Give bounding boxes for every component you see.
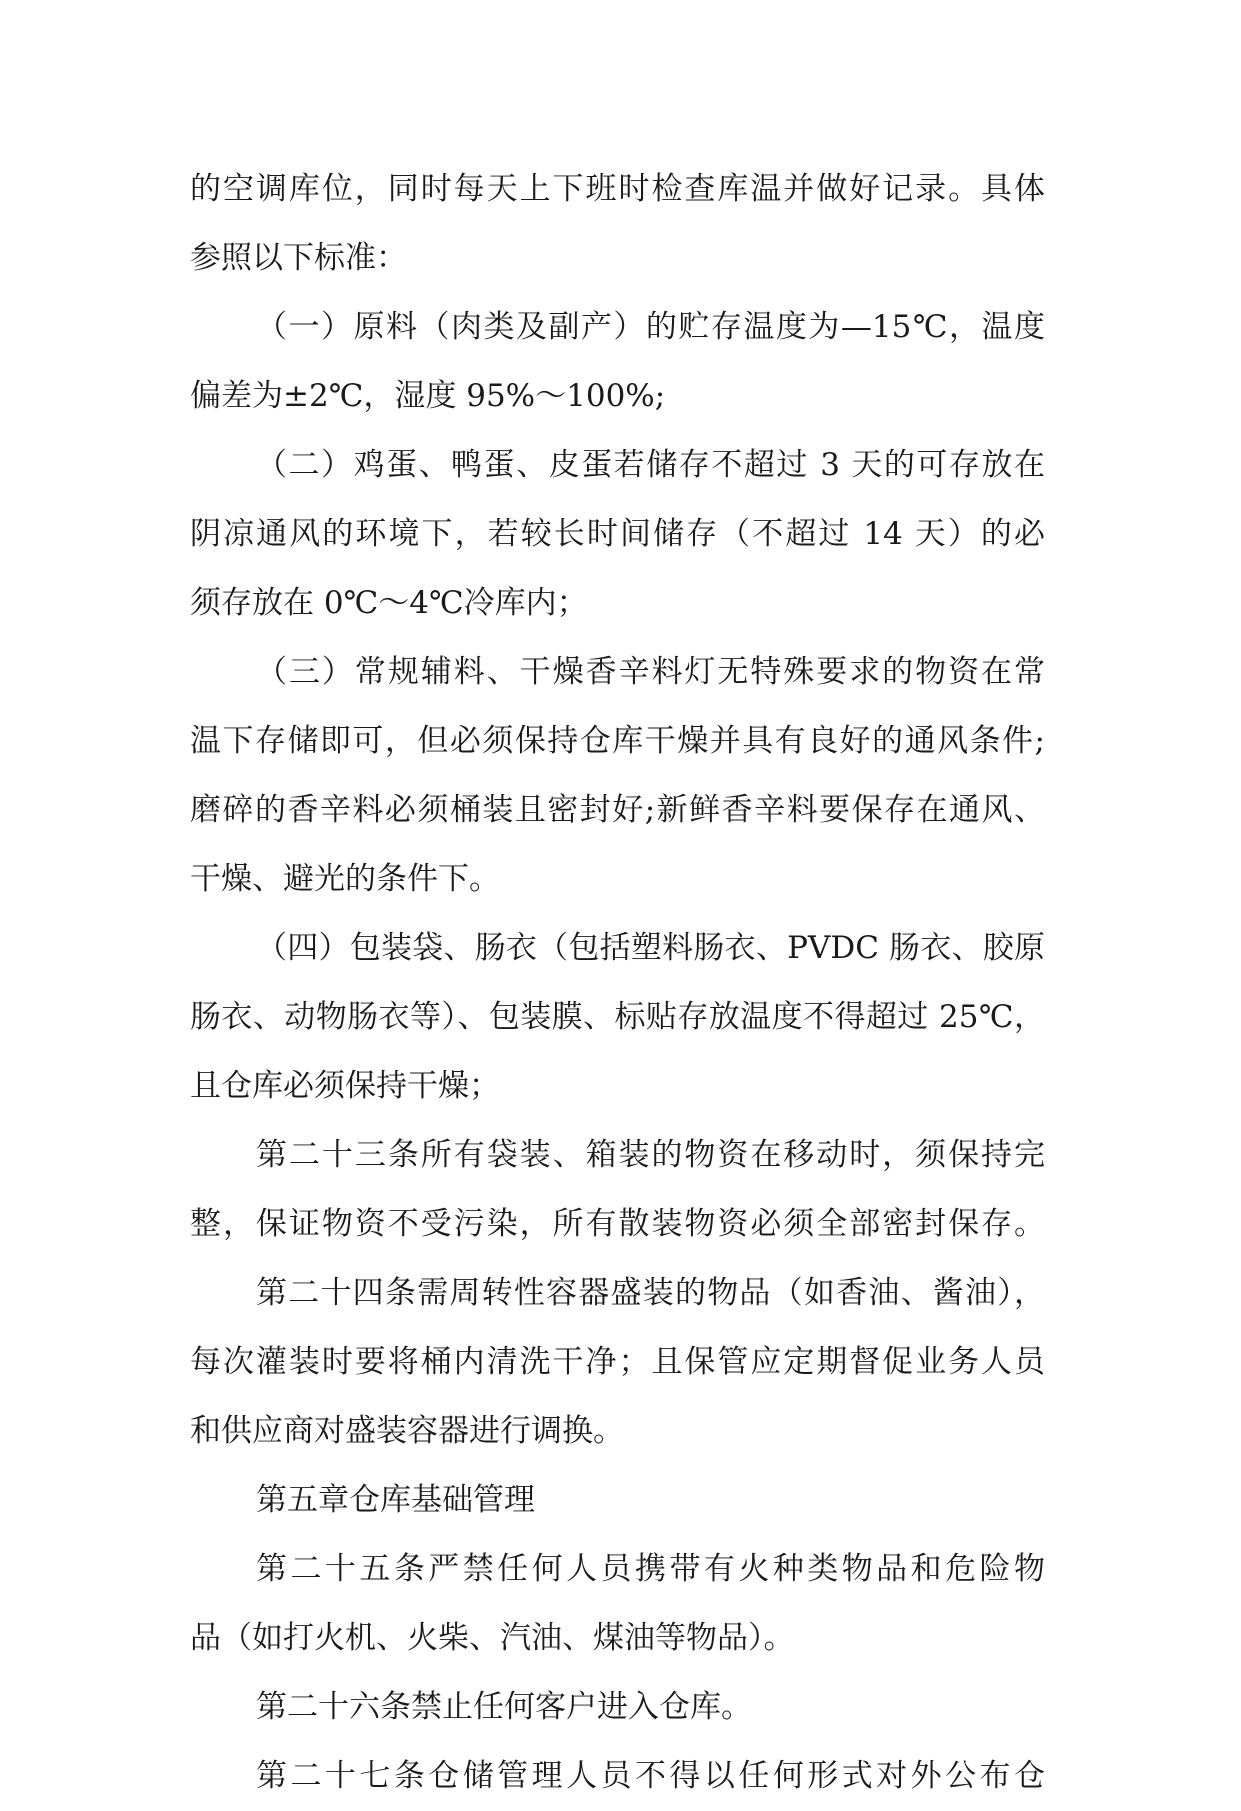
chapter-heading: 第五章仓库基础管理: [256, 1482, 535, 1518]
text-line: 第二十六条禁止任何客户进入仓库。: [256, 1689, 752, 1725]
text-line: 每次灌装时要将桶内清洗干净；且保管应定期督促业务人员: [190, 1344, 1045, 1380]
text-line: 和供应商对盛装容器进行调换。: [190, 1413, 624, 1449]
text-line: 整，保证物资不受污染，所有散装物资必须全部密封保存。: [190, 1206, 1045, 1242]
text-line: 参照以下标准：: [190, 240, 407, 276]
text-line: （四）包装袋、肠衣（包括塑料肠衣、PVDC 肠衣、胶原: [256, 930, 1045, 966]
text-line: 温下存储即可，但必须保持仓库干燥并具有良好的通风条件;: [190, 723, 1045, 759]
text-line: 阴凉通风的环境下，若较长时间储存（不超过 14 天）的必: [190, 516, 1045, 552]
text-line: 偏差为±2℃，湿度 95%～100%;: [190, 378, 666, 414]
text-line: 干燥、避光的条件下。: [190, 861, 500, 897]
text-line: （二）鸡蛋、鸭蛋、皮蛋若储存不超过 3 天的可存放在: [256, 447, 1045, 483]
text-line: （三）常规辅料、干燥香辛料灯无特殊要求的物资在常: [256, 654, 1045, 690]
text-line: 品（如打火机、火柴、汽油、煤油等物品）。: [190, 1620, 795, 1656]
text-line: 且仓库必须保持干燥；: [190, 1068, 500, 1104]
text-line: 磨碎的香辛料必须桶装且密封好;新鲜香辛料要保存在通风、: [190, 792, 1045, 828]
text-line: 第二十五条严禁任何人员携带有火种类物品和危险物: [256, 1551, 1045, 1587]
text-line: 须存放在 0℃～4℃冷库内；: [190, 585, 588, 621]
text-line: 第二十四条需周转性容器盛装的物品（如香油、酱油），: [256, 1275, 1045, 1311]
text-line: 的空调库位，同时每天上下班时检查库温并做好记录。具体: [190, 171, 1045, 207]
text-line: 第二十七条仓储管理人员不得以任何形式对外公布仓: [256, 1758, 1045, 1794]
text-line: 第二十三条所有袋装、箱装的物资在移动时，须保持完: [256, 1137, 1045, 1173]
text-line: （一）原料（肉类及副产）的贮存温度为—15℃，温度: [256, 309, 1045, 345]
document-body: [190, 155, 1045, 1811]
text-line: 肠衣、动物肠衣等）、包装膜、标贴存放温度不得超过 25℃，: [190, 999, 1045, 1035]
